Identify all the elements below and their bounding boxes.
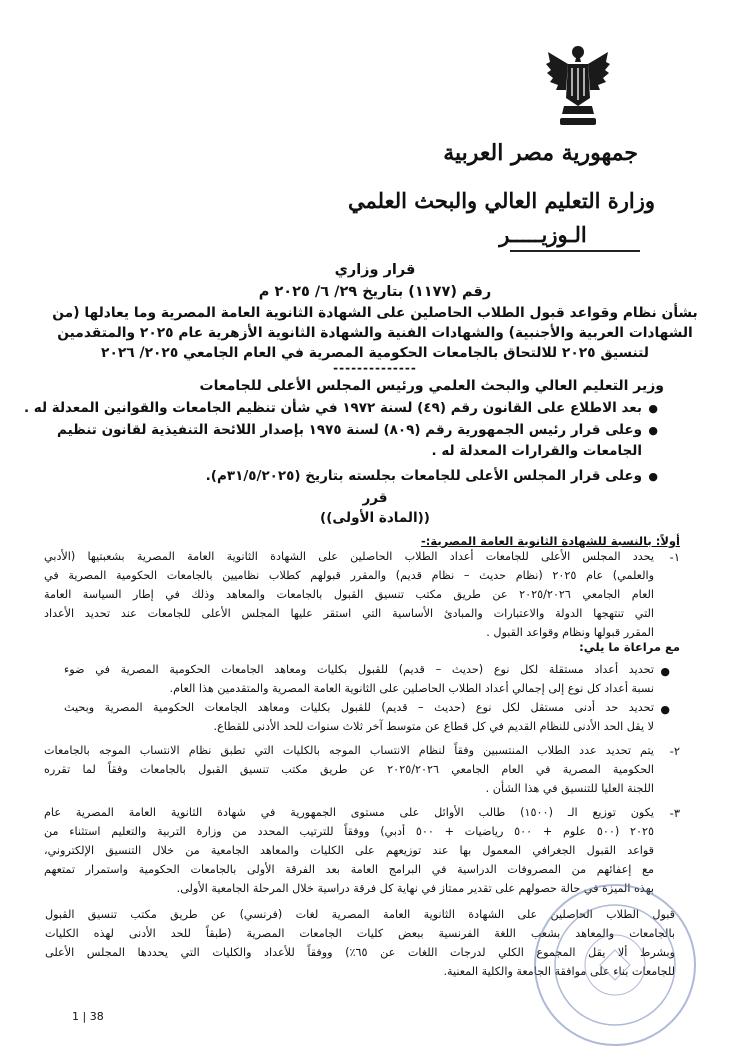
decree-subject-line: لتنسيق ٢٠٢٥ للالتحاق بالجامعات الحكومية المصرية في العام الجامعي ٢٠٢٥/ ٢٠٢٦ <box>101 345 649 361</box>
decree-type: قرار وزاري <box>334 262 416 278</box>
letterhead-country: جمهورية مصر العربية <box>443 140 638 166</box>
notes-heading: مع مراعاة ما يلي: <box>579 640 680 654</box>
paragraph-line: بهذه الميزة في حالة حصولهم على تقدير ممتاز في نهاية كل فرقة دراسية خلال المرحلة الجامعية الأولى. <box>176 882 654 895</box>
bullet-icon: ● <box>648 424 658 437</box>
paragraph-line: اللجنة العليا للتنسيق في هذا الشأن . <box>485 782 654 795</box>
preamble-item: وعلى قرار رئيس الجمهورية رقم (٨٠٩) لسنة ١٩٧٥ بإصدار اللائحة التنفيذية لقانون تنظيم <box>57 422 642 438</box>
note-line: تحديد أعداد مستقلة لكل نوع (حديث – قديم) للقبول بكليات ومعاهد الجامعات الحكومية المصرية في ضوء <box>64 663 654 676</box>
paragraph-line: وبشرط ألا يقل المجموع الكلي لدرجات اللغات عن ٦٥٪) ووفقاً للأعداد والكليات التي يحددها المجلس الأعلى <box>45 946 675 959</box>
paragraph-line: المقرر قبولها ونظام وقواعد القبول . <box>486 626 654 639</box>
paragraph-line: للجامعات بناء على موافقة الجامعة والكلية المعنية. <box>443 965 675 978</box>
page-number: 1 | 38 <box>72 1010 104 1023</box>
decree-subject-line: الشهادات العربية والأجنبية) والشهادات الفنية والشهادة الثانوية الأزهرية عام ٢٠٢٥ والمتقدمين <box>57 325 693 341</box>
bullet-icon: ● <box>660 665 670 678</box>
decree-number: رقم (١١٧٧) بتاريخ ٢٩/ ٦/ ٢٠٢٥ م <box>258 284 492 300</box>
letterhead-ministry: وزارة التعليم العالي والبحث العلمي <box>348 188 655 213</box>
preamble-item: وعلى قرار المجلس الأعلى للجامعات بجلسته بتاريخ (٣١/٥/٢٠٢٥م). <box>205 468 642 484</box>
paragraph-line: يكون توزيع الـ (١٥٠٠) طالب الأوائل على مستوى الجمهورية في شهادة الثانوية العامة المصرية عام <box>44 806 654 819</box>
paragraph-line: ٢٠٢٥ (٥٠٠ علوم + ٥٠٠ رياضيات + ٥٠٠ أدبي) ووفقاً للترتيب المحدد من وزارة التربية والتعليم استثناء من <box>44 825 654 838</box>
letterhead-title: الـوزيـــــر <box>499 222 587 247</box>
paragraph-number: ٣- <box>669 806 680 820</box>
paragraph-line: يتم تحديد عدد الطلاب المنتسبين وفقاً لنظام الانتساب الموجه بالكليات التي تطبق نظام الانتساب الموجه بالجامعات <box>44 744 654 757</box>
section-heading: أولاً: بالنسبة للشهادة الثانوية العامة المصرية:- <box>421 534 680 548</box>
paragraph-line: الحكومية المصرية في العام الجامعي ٢٠٢٥/٢٠٢٦ عن طريق مكتب تنسيق القبول بالجامعات وفقاً لما تقرره <box>44 763 654 776</box>
bullet-icon: ● <box>648 470 658 483</box>
paragraph-line: يحدد المجلس الأعلى للجامعات أعداد الطلاب الحاصلين على الشهادة الثانوية العامة المصرية بشعبتيها (الأدبي <box>44 550 654 563</box>
decree-subject-line: بشأن نظام وقواعد قبول الطلاب الحاصلين على الشهادة الثانوية العامة المصرية وما يعادلها (من <box>52 305 698 321</box>
bullet-icon: ● <box>648 402 658 415</box>
preamble-item: بعد الاطلاع على القانون رقم (٤٩) لسنة ١٩٧٢ في شأن تنظيم الجامعات والقوانين المعدلة له . <box>23 400 642 416</box>
note-line: تحديد حد أدنى مستقل لكل نوع (حديث – قديم) للقبول بكليات ومعاهد الجامعات الحكومية المصرية وبحيث <box>64 701 654 714</box>
eagle-emblem-icon <box>542 40 614 136</box>
paragraph-number: ٢- <box>669 744 680 758</box>
paragraph-line: والعلمي) عام ٢٠٢٥ (نظام حديث – نظام قديم) والمقرر قبولهم كطلاب نظاميين بالجامعات الحكومية المصرية في <box>44 569 654 582</box>
bullet-icon: ● <box>660 703 670 716</box>
minister-title: وزير التعليم العالي والبحث العلمي ورئيس المجلس الأعلى للجامعات <box>199 378 664 394</box>
paragraph-line: مع إعفائهم من المصروفات الدراسية في البرامج العامة بعد الفرقة الأولى بالجامعات الحكومية واستمرار تمتعهم <box>44 863 654 876</box>
separator: -------------- <box>333 361 417 375</box>
note-line: لا يقل الحد الأدنى للنظام القديم في كل قطاع عن متوسط آخر ثلاث سنوات للحد الأدنى للقطاع. <box>213 720 654 733</box>
article-heading: ((المادة الأولى)) <box>320 510 430 526</box>
preamble-item-cont: الجامعات والقرارات المعدلة له . <box>431 443 642 459</box>
paragraph-line: التي تنتهجها الدولة والاعتبارات والمبادئ الأساسية التي استقر عليها المجلس الأعلى للجامعات عند تحديد الأعداد <box>44 607 654 620</box>
note-line: نسبة أعداد كل نوع إلى إجمالي أعداد الطلاب الحاصلين على الثانوية العامة المصرية والمتقدمين هذا العام. <box>169 682 654 695</box>
paragraph-number: ١- <box>669 550 680 564</box>
letterhead-rule <box>510 250 640 252</box>
decided-heading: قرر <box>362 490 388 506</box>
paragraph-line: بالجامعات والمعاهد بشعب اللغة الفرنسية ببعض كليات الجامعات المصرية (طبقاً للحد الأدنى لهذه الكليات <box>45 927 675 940</box>
official-stamp-icon <box>530 880 700 1050</box>
paragraph-line: العام الجامعي ٢٠٢٥/٢٠٢٦ عن طريق مكتب تنسيق القبول بالجامعات والمعاهد وذلك في إطار السياسة العامة <box>44 588 654 601</box>
paragraph-line: قواعد القبول الجغرافي المعمول بها عند توزيعهم على الكليات والمعاهد الجامعية من خلال التنسيق الإلكتروني، <box>44 844 654 857</box>
paragraph-line: قبول الطلاب الحاصلين على الشهادة الثانوية العامة المصرية لغات (فرنسي) عن طريق مكتب تنسيق القبول <box>45 908 675 921</box>
